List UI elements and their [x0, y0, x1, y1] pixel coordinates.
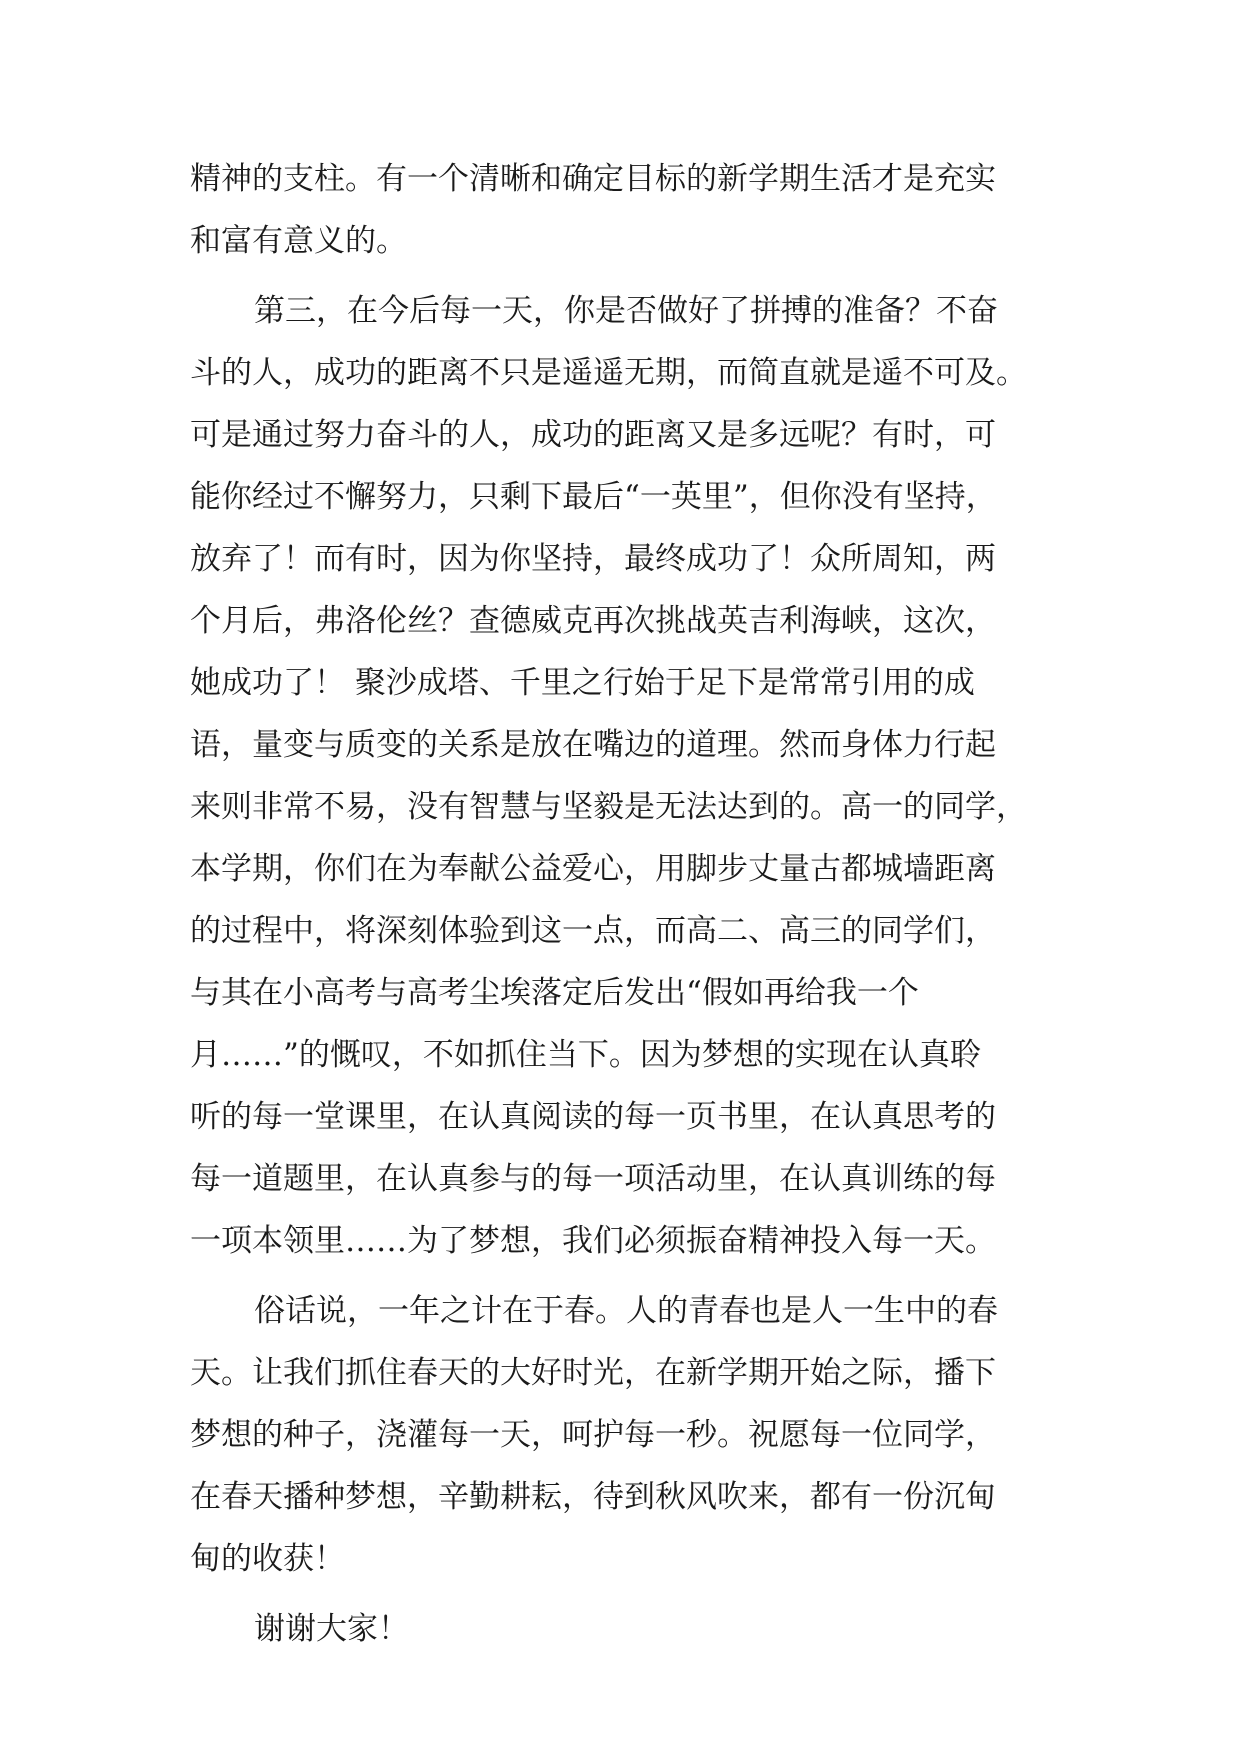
text-line: 月……”的慨叹，不如抓住当下。因为梦想的实现在认真聆 — [190, 1037, 981, 1073]
text-line: 她成功了！ 聚沙成塔、千里之行始于足下是常常引用的成 — [190, 665, 975, 701]
text-line: 俗话说，一年之计在于春。人的青春也是人一生中的春 — [254, 1293, 998, 1329]
text-line: 在春天播种梦想，辛勤耕耘，待到秋风吹来，都有一份沉甸 — [190, 1479, 996, 1515]
text-line: 本学期，你们在为奉献公益爱心，用脚步丈量古都城墙距离 — [190, 851, 996, 887]
text-line: 能你经过不懈努力，只剩下最后“一英里”，但你没有坚持， — [190, 479, 997, 515]
text-line: 第三，在今后每一天，你是否做好了拼搏的准备？不奋 — [254, 293, 998, 329]
text-line: 放弃了！而有时，因为你坚持，最终成功了！众所周知，两 — [190, 541, 996, 577]
text-line: 和富有意义的。 — [190, 223, 407, 259]
document-body — [190, 148, 1060, 1660]
text-line: 可是通过努力奋斗的人，成功的距离又是多远呢？有时，可 — [190, 417, 996, 453]
text-line: 与其在小高考与高考尘埃落定后发出“假如再给我一个 — [190, 975, 919, 1011]
text-line: 语，量变与质变的关系是放在嘴边的道理。然而身体力行起 — [190, 727, 996, 763]
text-line: 来则非常不易，没有智慧与坚毅是无法达到的。高一的同学， — [190, 789, 1027, 825]
text-line: 梦想的种子，浇灌每一天，呵护每一秒。祝愿每一位同学， — [190, 1417, 996, 1453]
text-line: 天。让我们抓住春天的大好时光，在新学期开始之际，播下 — [190, 1355, 996, 1391]
text-line: 一项本领里……为了梦想，我们必须振奋精神投入每一天。 — [190, 1223, 996, 1259]
text-line: 听的每一堂课里，在认真阅读的每一页书里，在认真思考的 — [190, 1099, 996, 1135]
text-line: 甸的收获！ — [190, 1541, 345, 1577]
text-line: 斗的人，成功的距离不只是遥遥无期，而简直就是遥不可及。 — [190, 355, 1027, 391]
text-line: 谢谢大家！ — [254, 1611, 409, 1647]
text-line: 精神的支柱。有一个清晰和确定目标的新学期生活才是充实 — [190, 161, 996, 197]
text-line: 个月后，弗洛伦丝？查德威克再次挑战英吉利海峡，这次， — [190, 603, 996, 639]
text-line: 的过程中，将深刻体验到这一点，而高二、高三的同学们， — [190, 913, 996, 949]
text-line: 每一道题里，在认真参与的每一项活动里，在认真训练的每 — [190, 1161, 996, 1197]
